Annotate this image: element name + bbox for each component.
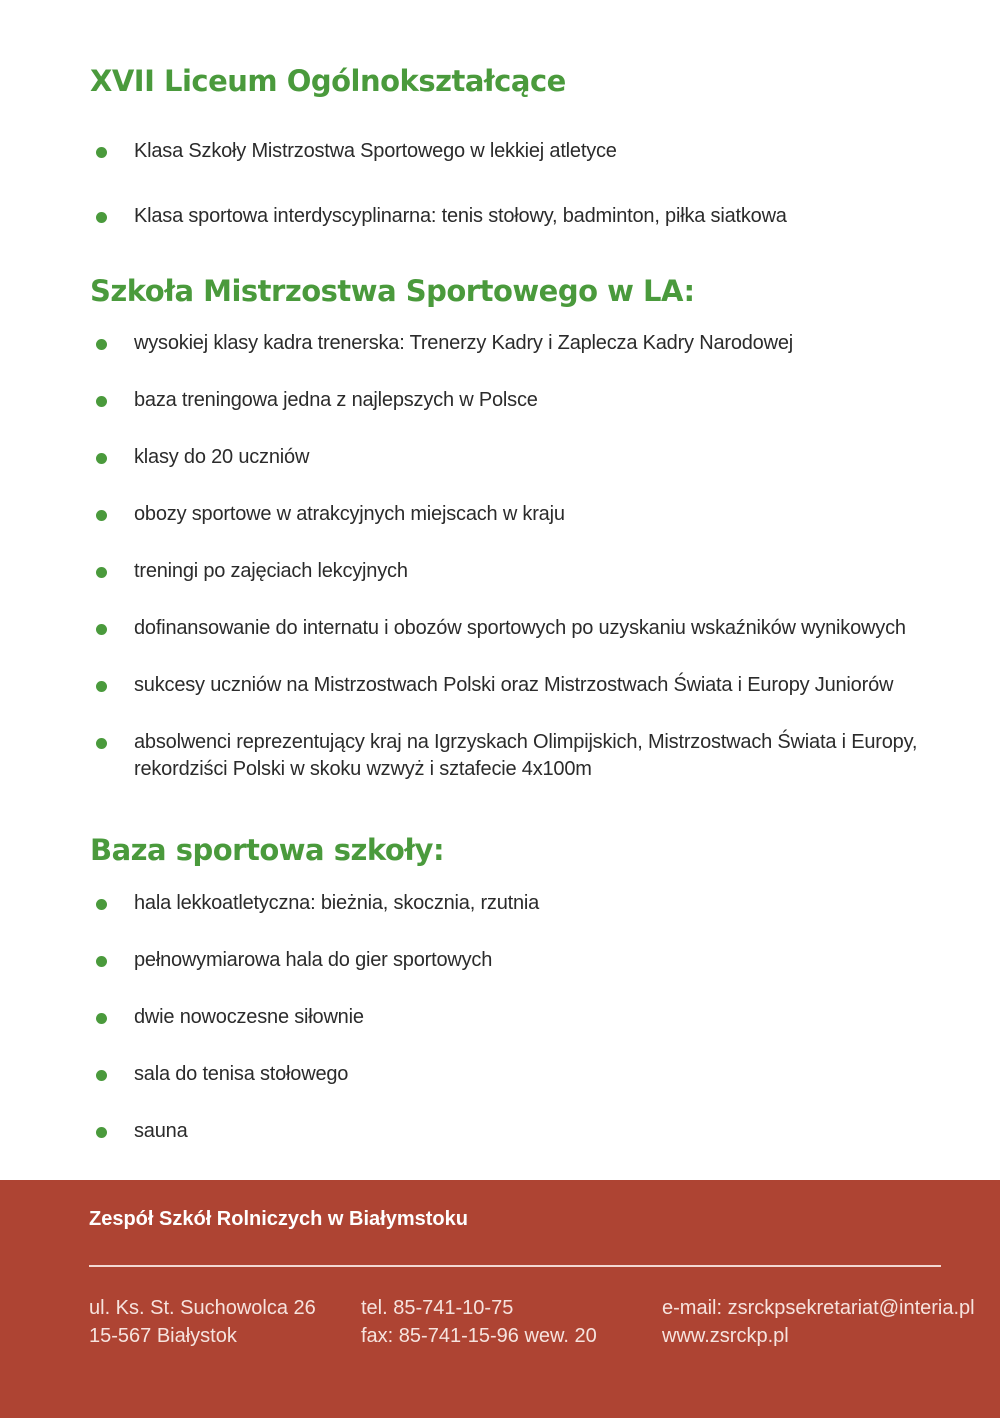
list-item-text: absolwenci reprezentujący kraj na Igrzyskach Olimpijskich, Mistrzostwach Świata i Europy, rekordziści Polski w skoku wzwyż i sztafecie 4x100m [134,731,918,780]
list-item [96,890,940,917]
bullet-dot [96,212,107,223]
list-item [96,444,940,471]
footer-address [89,1294,316,1350]
list-item-text: treningi po zajęciach lekcyjnych [134,560,408,582]
list-item-text: sukcesy uczniów na Mistrzostwach Polski oraz Mistrzostwach Świata i Europy Juniorów [134,674,894,696]
list-item-text: sauna [134,1120,188,1142]
footer-online [662,1294,975,1350]
list-item-text: wysokiej klasy kadra trenerska: Trenerzy Kadry i Zaplecza Kadry Narodowej [134,332,794,354]
bullet-dot [96,956,107,967]
section-heading-baza: Baza sportowa szkoły: [90,833,445,867]
list-item [96,1118,940,1145]
list-item-text: Klasa Szkoły Mistrzostwa Sportowego w lekkiej atletyce [134,140,617,162]
bullet-dot [96,339,107,350]
footer-school-name: Zespół Szkół Rolniczych w Białymstoku [89,1208,468,1230]
footer-divider [89,1265,941,1267]
phone-number: tel. 85-741-10-75 [361,1297,514,1319]
list-item [96,203,940,230]
section-heading-sms: Szkoła Mistrzostwa Sportowego w LA: [90,274,695,308]
list-item [96,501,940,528]
list-item-text: dofinansowanie do internatu i obozów sportowych po uzyskaniu wskaźników wynikowych [134,617,906,639]
list-item [96,387,940,414]
bullet-dot [96,453,107,464]
list-item [96,615,940,642]
list-item-text: obozy sportowe w atrakcyjnych miejscach w kraju [134,503,565,525]
list-item [96,330,940,357]
bullet-dot [96,1013,107,1024]
bullet-dot [96,396,107,407]
list-item-text: baza treningowa jedna z najlepszych w Polsce [134,389,538,411]
address-city: 15-567 Białystok [89,1325,237,1347]
list-item [96,947,940,974]
email-link[interactable]: e-mail: zsrckpsekretariat@interia.pl [662,1297,975,1319]
list-sports-facilities [96,890,940,1175]
bullet-dot [96,1127,107,1138]
bullet-dot [96,510,107,521]
fax-number: fax: 85-741-15-96 wew. 20 [361,1325,597,1347]
list-item-text: Klasa sportowa interdyscyplinarna: tenis stołowy, badminton, piłka siatkowa [134,205,787,227]
list-item [96,1004,940,1031]
website-link[interactable]: www.zsrckp.pl [662,1325,789,1347]
list-item-text: hala lekkoatletyczna: bieżnia, skocznia, rzutnia [134,892,540,914]
bullet-dot [96,681,107,692]
list-item-text: sala do tenisa stołowego [134,1063,349,1085]
list-item-text: pełnowymiarowa hala do gier sportowych [134,949,493,971]
bullet-dot [96,899,107,910]
bullet-dot [96,1070,107,1081]
list-classes [96,138,940,268]
list-item [96,138,940,165]
contact-footer [0,1180,1000,1418]
list-sms-benefits [96,330,940,813]
bullet-dot [96,624,107,635]
bullet-dot [96,567,107,578]
list-item [96,729,940,783]
bullet-dot [96,147,107,158]
bullet-dot [96,738,107,749]
address-street: ul. Ks. St. Suchowolca 26 [89,1297,316,1319]
list-item [96,672,940,699]
list-item [96,558,940,585]
list-item [96,1061,940,1088]
list-item-text: klasy do 20 uczniów [134,446,310,468]
list-item-text: dwie nowoczesne siłownie [134,1006,364,1028]
footer-phones [361,1294,597,1350]
section-heading-liceum: XVII Liceum Ogólnokształcące [90,64,566,98]
